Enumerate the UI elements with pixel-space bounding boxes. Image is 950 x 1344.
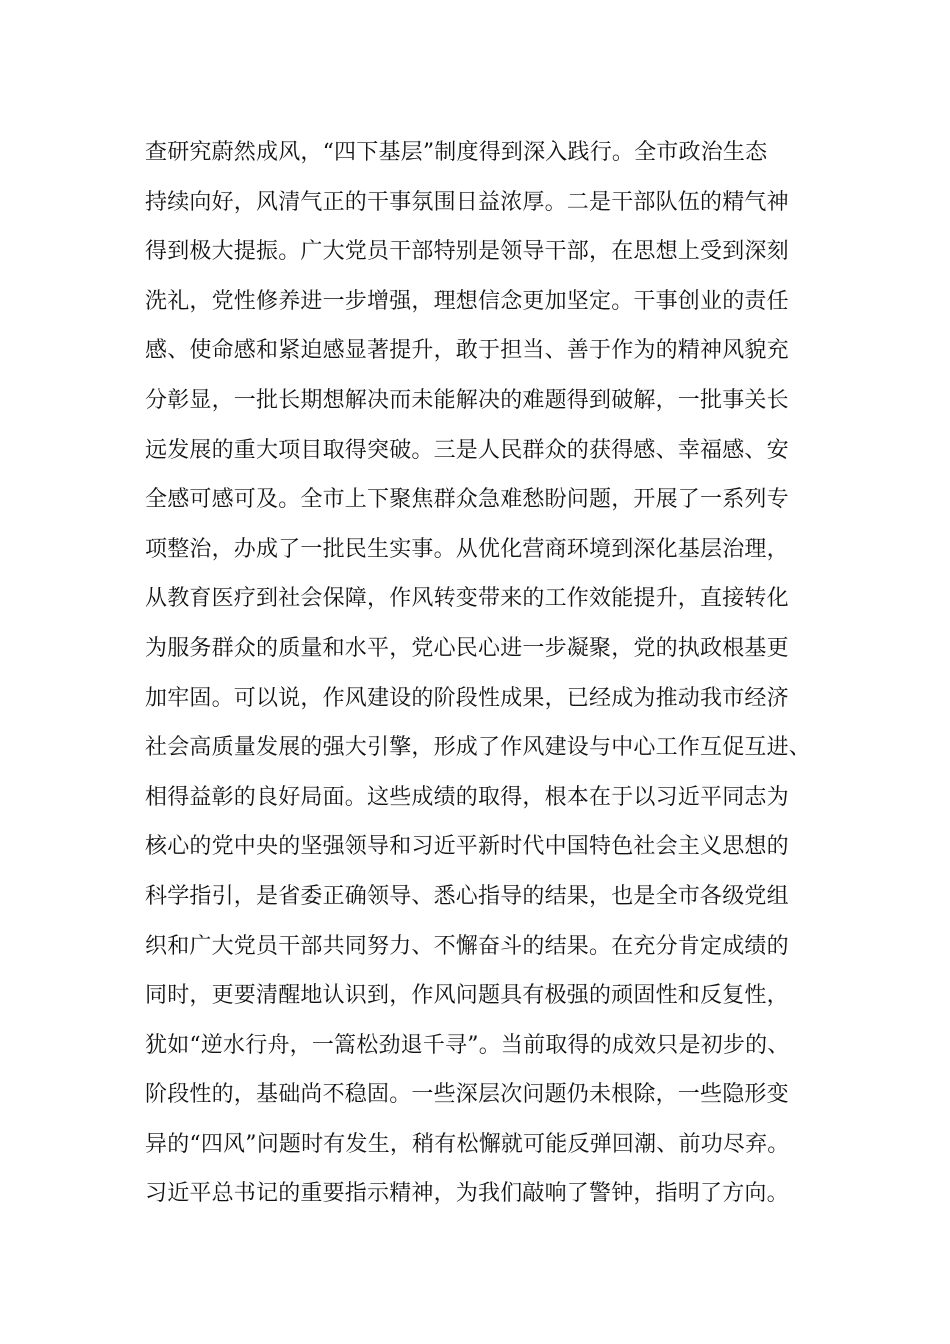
text-line-19: 犹如“逆水行舟，一篙松劲退千寻”。当前取得的成效只是初步的、 [145, 1032, 790, 1058]
text-line-21: 异的“四风”问题时有发生，稍有松懈就可能反弹回潮、前功尽弃。 [145, 1131, 790, 1157]
text-line-5: 感、使命感和紧迫感显著提升，敢于担当、善于作为的精神风貌充 [145, 338, 789, 364]
text-line-7: 远发展的重大项目取得突破。三是人民群众的获得感、幸福感、安 [145, 437, 789, 463]
text-line-4: 洗礼，党性修养进一步增强，理想信念更加坚定。干事创业的责任 [145, 288, 789, 314]
body-text [145, 128, 835, 1219]
text-line-14: 相得益彰的良好局面。这些成绩的取得，根本在于以习近平同志为 [145, 784, 789, 810]
text-line-20: 阶段性的，基础尚不稳固。一些深层次问题仍未根除，一些隐形变 [145, 1082, 789, 1108]
text-line-15: 核心的党中央的坚强领导和习近平新时代中国特色社会主义思想的 [145, 834, 789, 860]
text-line-6: 分彰显，一批长期想解决而未能解决的难题得到破解，一批事关长 [145, 387, 789, 413]
text-line-8: 全感可感可及。全市上下聚焦群众急难愁盼问题，开展了一系列专 [145, 487, 789, 513]
text-line-18: 同时，更要清醒地认识到，作风问题具有极强的顽固性和反复性， [145, 983, 789, 1009]
text-line-1: 查研究蔚然成风，“四下基层”制度得到深入践行。全市政治生态 [145, 140, 768, 165]
text-line-16: 科学指引，是省委正确领导、悉心指导的结果，也是全市各级党组 [145, 883, 789, 909]
text-line-22: 习近平总书记的重要指示精神，为我们敲响了警钟，指明了方向。 [145, 1181, 789, 1207]
text-line-12: 加牢固。可以说，作风建设的阶段性成果，已经成为推动我市经济 [145, 685, 789, 711]
text-line-13: 社会高质量发展的强大引擎，形成了作风建设与中心工作互促互进、 [145, 735, 812, 761]
text-line-11: 为服务群众的质量和水平，党心民心进一步凝聚，党的执政根基更 [145, 635, 789, 661]
text-line-9: 项整治，办成了一批民生实事。从优化营商环境到深化基层治理， [145, 536, 789, 562]
text-line-10: 从教育医疗到社会保障，作风转变带来的工作效能提升，直接转化 [145, 586, 789, 612]
text-line-17: 织和广大党员干部共同努力、不懈奋斗的结果。在充分肯定成绩的 [145, 933, 789, 959]
text-line-3: 得到极大提振。广大党员干部特别是领导干部，在思想上受到深刻 [145, 239, 789, 265]
text-line-2: 持续向好，风清气正的干事氛围日益浓厚。二是干部队伍的精气神 [145, 189, 789, 215]
